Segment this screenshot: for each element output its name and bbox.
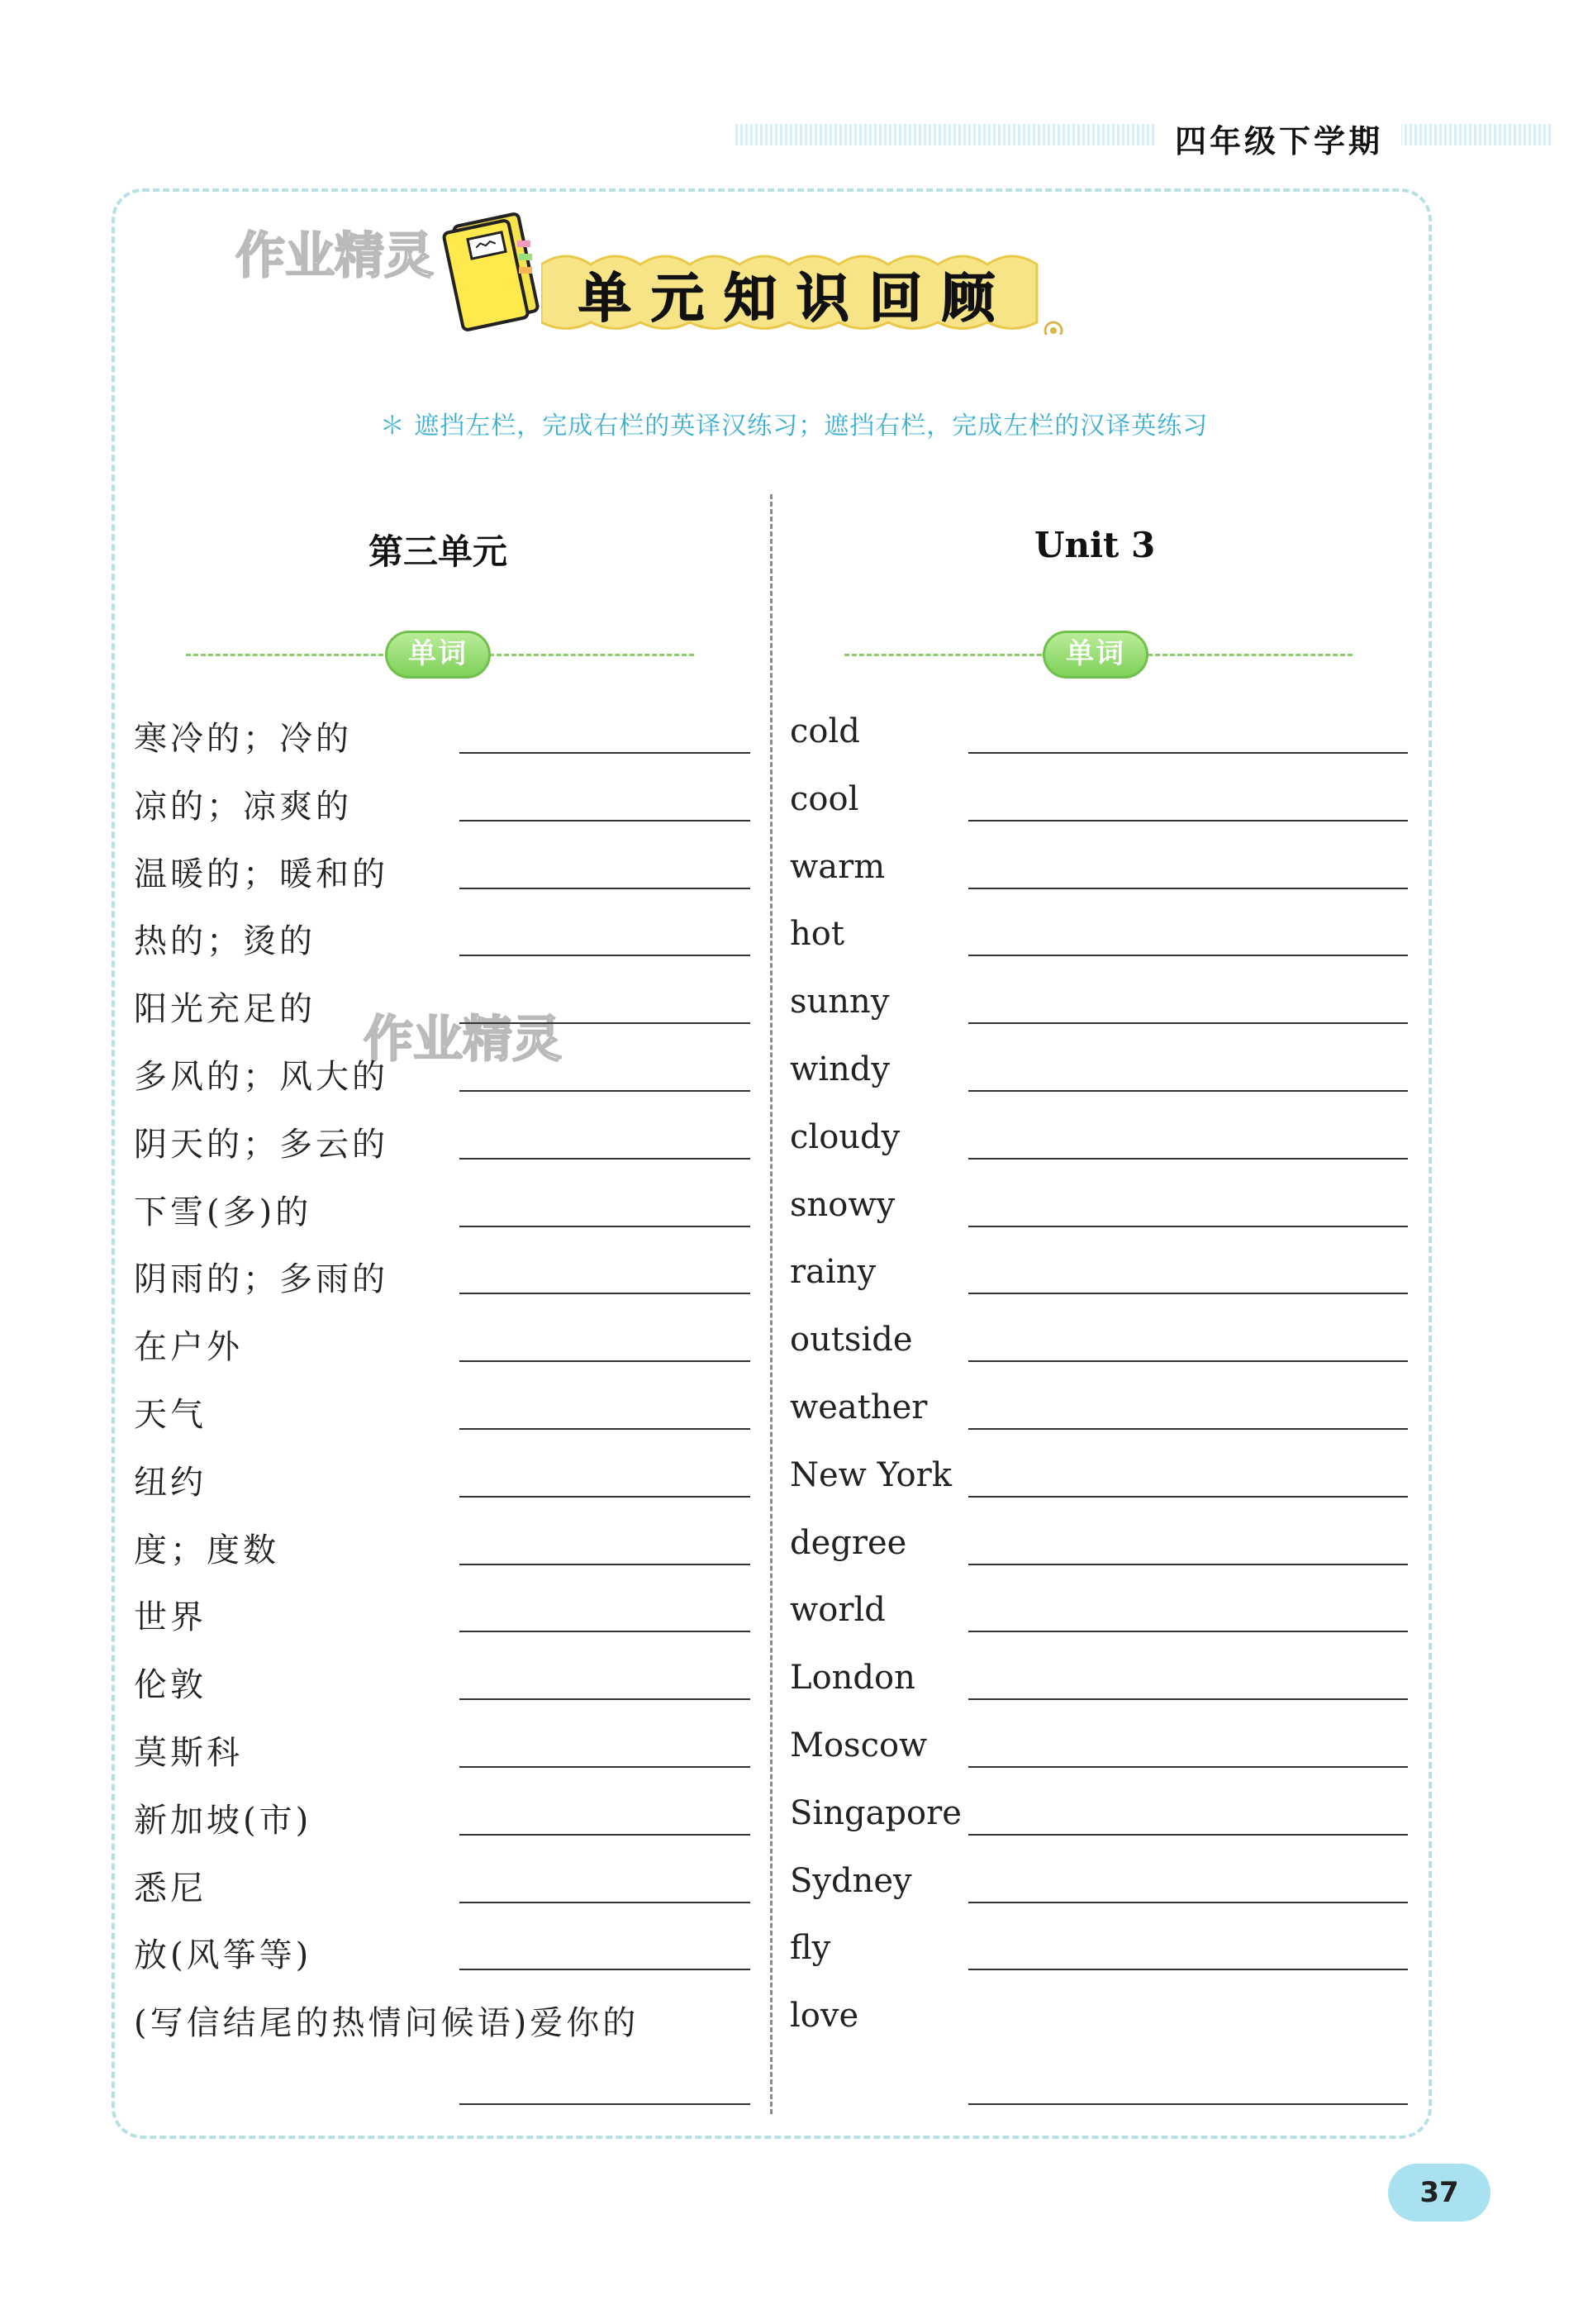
answer-blank[interactable]: [968, 2103, 1408, 2105]
answer-blank[interactable]: [968, 955, 1408, 956]
chinese-word: 下雪(多)的: [134, 1193, 312, 1231]
english-word: snowy: [790, 1185, 896, 1224]
left-column-heading: 第三单元: [368, 531, 507, 572]
answer-blank[interactable]: [968, 1631, 1408, 1632]
right-section-label: 单词: [1043, 631, 1148, 679]
answer-blank[interactable]: [459, 1698, 750, 1700]
watermark: 作业精灵: [364, 1011, 562, 1069]
answer-blank[interactable]: [459, 752, 750, 754]
chinese-word: 莫斯科: [134, 1734, 243, 1772]
english-word: windy: [790, 1050, 890, 1088]
chinese-word: 悉尼: [134, 1869, 207, 1907]
answer-blank[interactable]: [968, 1293, 1408, 1294]
english-word: New York: [790, 1455, 952, 1494]
answer-blank[interactable]: [968, 1834, 1408, 1836]
chinese-word: 阳光充足的: [134, 990, 316, 1029]
answer-blank[interactable]: [968, 1158, 1408, 1160]
answer-blank[interactable]: [459, 1766, 750, 1768]
english-word: Moscow: [790, 1726, 928, 1764]
answer-blank[interactable]: [459, 1834, 750, 1836]
grade-label: 四年级下学期: [1157, 116, 1401, 161]
notebook-icon: [438, 211, 541, 335]
header-strip: [735, 124, 1553, 145]
chinese-word: 放(风筝等): [134, 1936, 312, 1975]
english-word: rainy: [790, 1253, 877, 1292]
english-word: Sydney: [790, 1861, 912, 1900]
english-word: cold: [790, 712, 860, 750]
answer-blank[interactable]: [459, 1360, 750, 1362]
english-word: hot: [790, 915, 844, 954]
english-word: sunny: [790, 983, 890, 1022]
answer-blank[interactable]: [459, 1226, 750, 1227]
answer-blank[interactable]: [459, 1631, 750, 1632]
english-word: love: [790, 1997, 859, 2036]
chinese-word: 度；度数: [134, 1531, 279, 1569]
chinese-word: 纽约: [134, 1463, 207, 1502]
english-word: Singapore: [790, 1793, 962, 1832]
watermark: 作业精灵: [235, 227, 434, 285]
answer-blank[interactable]: [459, 955, 750, 956]
chinese-word: 凉的；凉爽的: [134, 787, 352, 826]
answer-blank[interactable]: [459, 1293, 750, 1294]
chinese-word: 热的；烫的: [134, 922, 316, 961]
chinese-word: 天气: [134, 1396, 207, 1434]
answer-blank[interactable]: [459, 1022, 750, 1024]
chinese-word: 在户外: [134, 1328, 243, 1367]
english-word: cool: [790, 779, 859, 818]
answer-blank[interactable]: [968, 1360, 1408, 1362]
answer-blank[interactable]: [459, 2103, 750, 2105]
chinese-word: 伦敦: [134, 1666, 207, 1705]
chinese-word: 新加坡(市): [134, 1801, 312, 1840]
answer-blank[interactable]: [968, 1022, 1408, 1024]
english-word: fly: [790, 1929, 831, 1968]
english-word: cloudy: [790, 1117, 901, 1156]
instruction-text: ＊ 遮挡左栏，完成右栏的英译汉练习；遮挡右栏，完成左栏的汉译英练习: [379, 412, 1209, 441]
english-word: warm: [790, 847, 886, 886]
left-section-label: 单词: [385, 631, 491, 679]
answer-blank[interactable]: [459, 1428, 750, 1430]
answer-blank[interactable]: [968, 1090, 1408, 1092]
answer-blank[interactable]: [968, 1766, 1408, 1768]
chinese-word: 温暖的；暖和的: [134, 855, 388, 893]
right-column-heading: Unit 3: [1034, 525, 1156, 565]
chinese-word: 阴天的；多云的: [134, 1125, 388, 1164]
answer-blank[interactable]: [459, 1090, 750, 1092]
answer-blank[interactable]: [968, 1564, 1408, 1565]
english-word: world: [790, 1591, 886, 1630]
english-word: London: [790, 1659, 915, 1698]
answer-blank[interactable]: [459, 1496, 750, 1498]
chinese-word: 世界: [134, 1598, 207, 1637]
answer-blank[interactable]: [459, 1969, 750, 1970]
answer-blank[interactable]: [968, 888, 1408, 889]
chinese-word: 多风的；风大的: [134, 1058, 388, 1096]
chinese-word: 寒冷的；冷的: [134, 720, 352, 758]
answer-blank[interactable]: [968, 1969, 1408, 1970]
column-divider: [770, 494, 773, 2114]
answer-blank[interactable]: [968, 1226, 1408, 1227]
answer-blank[interactable]: [459, 1902, 750, 1903]
page-number: 37: [1388, 2164, 1491, 2222]
answer-blank[interactable]: [459, 1564, 750, 1565]
answer-blank[interactable]: [459, 1158, 750, 1160]
answer-blank[interactable]: [459, 888, 750, 889]
answer-blank[interactable]: [968, 820, 1408, 821]
answer-blank[interactable]: [968, 1496, 1408, 1498]
answer-blank[interactable]: [459, 820, 750, 821]
english-word: outside: [790, 1321, 913, 1360]
answer-blank[interactable]: [968, 1698, 1408, 1700]
page-title: 单元知识回顾: [578, 269, 1015, 330]
answer-blank[interactable]: [968, 752, 1408, 754]
english-word: degree: [790, 1523, 907, 1562]
chinese-word: 阴雨的；多雨的: [134, 1260, 388, 1299]
chinese-word: (写信结尾的热情问候语)爱你的: [134, 2004, 639, 2043]
english-word: weather: [790, 1388, 928, 1426]
answer-blank[interactable]: [968, 1902, 1408, 1903]
answer-blank[interactable]: [968, 1428, 1408, 1430]
